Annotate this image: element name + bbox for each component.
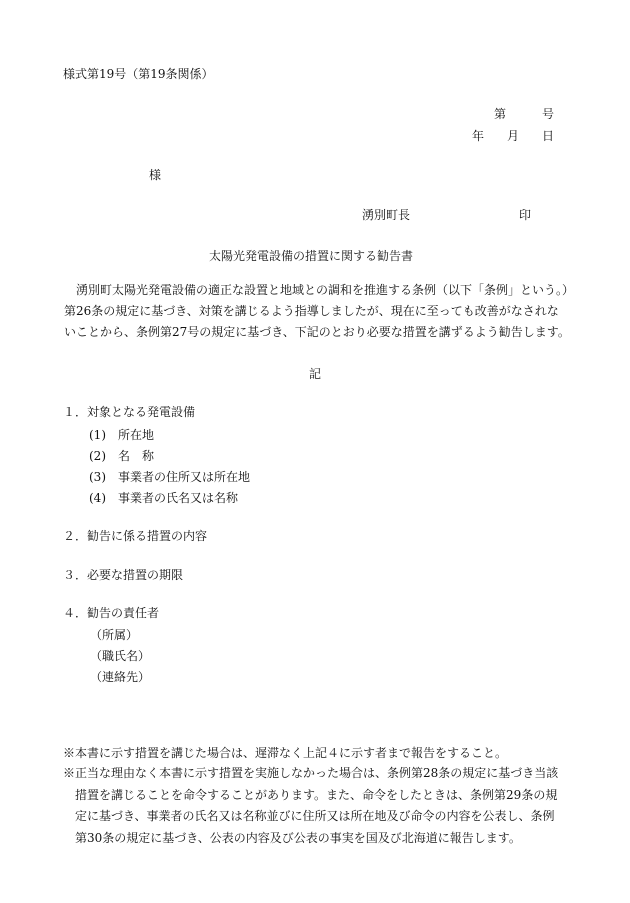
note-1: ※本書に示す措置を講じた場合は、遅滞なく上記４に示す者まで報告をすること。 xyxy=(63,746,508,760)
item1-sub-text: 名 称 xyxy=(118,449,155,463)
item1-sub-num: (1) xyxy=(89,428,106,442)
item1-sub-num: (4) xyxy=(89,491,106,505)
date-year: 年 xyxy=(472,129,485,143)
form-label: 様式第19号（第19条関係） xyxy=(63,67,214,81)
seal-mark: 印 xyxy=(519,208,532,222)
note-2 xyxy=(63,763,558,849)
item4-sub: （職氏名） xyxy=(90,649,151,663)
date-month: 月 xyxy=(507,129,520,143)
note-2-line: 措置を講じることを命令することがあります。また、命令をしたときは、条例第29条の規 xyxy=(75,787,558,802)
issuer-title: 湧別町長 xyxy=(362,208,411,222)
body-paragraph xyxy=(64,280,574,343)
note-2-line: 定に基づき、事業者の氏名又は名称並びに住所又は所在地及び命令の内容を公表し、条例 xyxy=(75,809,555,823)
number-suffix: 号 xyxy=(542,107,555,121)
body-line: 第26条の規定に基づき、対策を講じるよう指導しましたが、現在に至っても改善がなされな xyxy=(64,304,559,318)
item1-label: １．対象となる発電設備 xyxy=(63,405,196,419)
note-2-line: ※正当な理由なく本書に示す措置を実施しなかった場合は、条例第28条の規定に基づき当該 xyxy=(63,766,559,780)
item1-sub-text: 事業者の住所又は所在地 xyxy=(118,470,251,484)
note-2-line: 第30条の規定に基づき、公表の内容及び公表の事実を国及び北海道に報告します。 xyxy=(75,830,521,845)
item4-sub: （連絡先） xyxy=(90,670,151,684)
date-day: 日 xyxy=(542,129,555,143)
item1-sub-text: 所在地 xyxy=(118,428,155,442)
body-line: いことから、条例第27号の規定に基づき、下記のとおり必要な措置を講ずるよう勧告します。 xyxy=(64,325,570,339)
item4-label: ４．勧告の責任者 xyxy=(63,606,160,620)
item4-sub: （所属） xyxy=(90,628,139,642)
number-prefix: 第 xyxy=(494,107,507,121)
body-line: 湧別町太陽光発電設備の適正な設置と地域との調和を推進する条例（以下「条例」という。） xyxy=(76,283,575,297)
ki-heading: 記 xyxy=(309,367,322,381)
item2-label: ２．勧告に係る措置の内容 xyxy=(63,529,208,543)
item1-sub-num: (2) xyxy=(89,449,106,463)
document-title: 太陽光発電設備の措置に関する勧告書 xyxy=(209,249,414,263)
item1-sub-text: 事業者の氏名又は名称 xyxy=(118,491,239,505)
addressee-honorific: 様 xyxy=(149,168,162,182)
item3-label: ３．必要な措置の期限 xyxy=(63,568,184,582)
item1-sub-num: (3) xyxy=(89,470,106,484)
